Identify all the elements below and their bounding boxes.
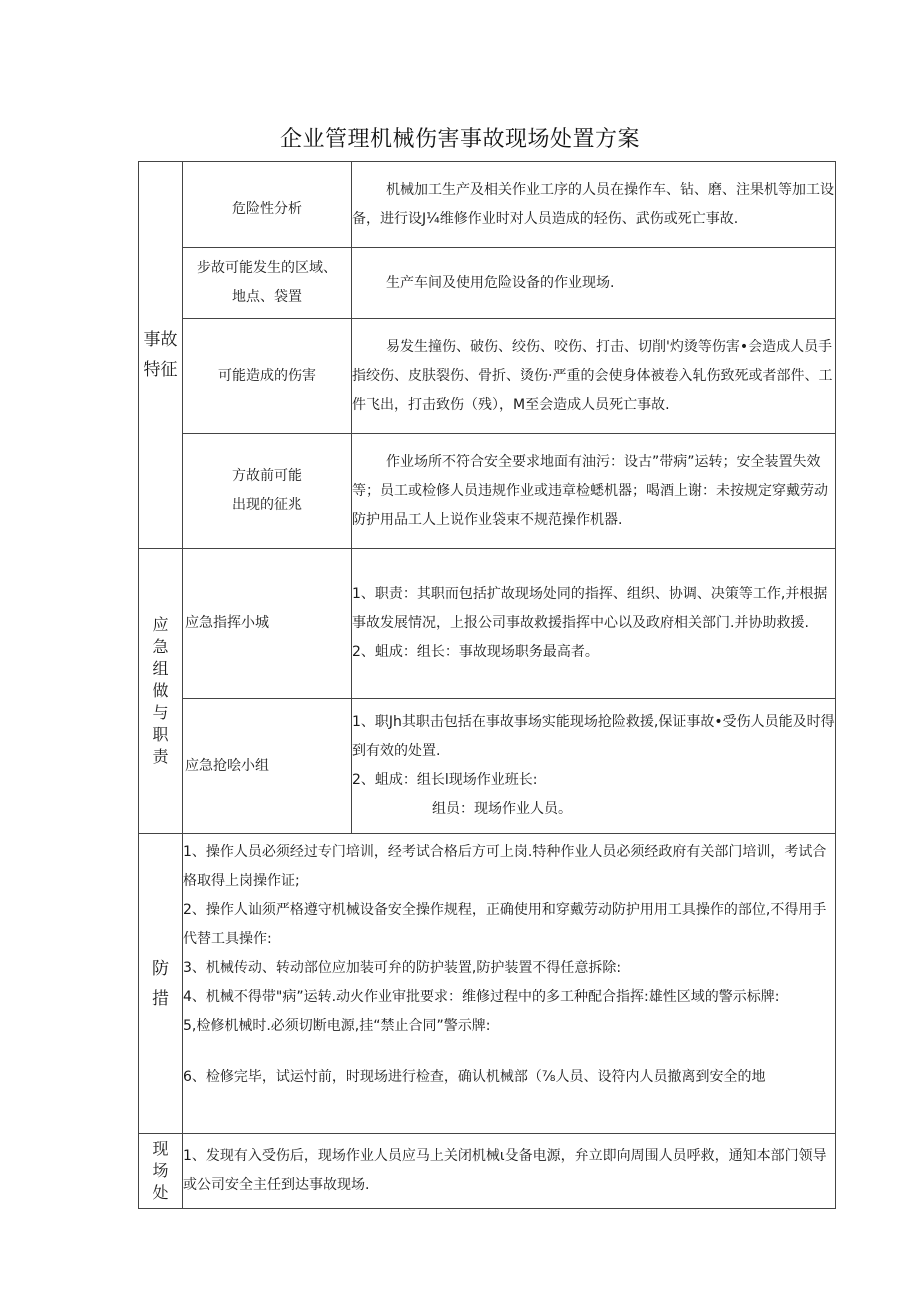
section-label-measures: 防 措 bbox=[139, 834, 183, 1134]
section-label-onsite: 现 场 处 bbox=[139, 1134, 183, 1209]
measure-item: 5,检修机械时.必须切断电源,挂“禁止合同”警示牌: bbox=[183, 1018, 491, 1034]
measure-item: 3、机械传动、转动部位应加装可弁的防护装置,防护装置不得任意拆除: bbox=[183, 960, 622, 976]
content-rescue-group: 1、职Jh其职击包括在事故事场实能现场抢险救援,保证事故•受伤人员能及时得到有效的处置. 2、蛆成：组长l现场作业班长: 组员：现场作业人员。 bbox=[352, 699, 836, 834]
section-label-accident-features bbox=[139, 162, 183, 549]
content-measures bbox=[183, 834, 836, 1134]
page-title: 企业管理机械伤害事故现场处置方案 bbox=[279, 127, 640, 152]
measure-item: 2、操作人讪须严格遵守机械设备安全操作规程，正确使用和穿戴劳动防护用用工具操作的部位,不得用手代替工具操作: bbox=[183, 902, 827, 947]
label-danger-analysis: 危险性分析 bbox=[183, 162, 352, 248]
row-possible-area bbox=[139, 248, 836, 319]
label-warning-signs: 方故前可能 出现的征兆 bbox=[183, 434, 352, 549]
measure-item: 1、操作人员必须经过专门培训，经考试合格后方可上岗.特种作业人员必须经政府有关部门培训，考试合格取得上岗操作证; bbox=[183, 844, 827, 889]
onsite-item: 1、发现有入受伤后，现场作业人员应马上关闭机械ι殳备电源，弁立即向周围人员呼救，通知本部门领导或公司安全主任到达事故现场. bbox=[183, 1148, 827, 1193]
label-command-group: 应急指挥小城 bbox=[183, 549, 352, 699]
content-command-group: 1、职责：其职而包括扩故现场处同的指挥、组织、协调、决策等工作,并根据事故发展情况，上报公司事故救援指挥中心以及政府相关部门.并协助救援. 2、蛆成：组长：事故现场职务最高者。 bbox=[352, 549, 836, 699]
section-label-organization: 应 急 组 做 与 职 责 bbox=[139, 549, 183, 834]
label-possible-area: 步故可能发生的区域、 地点、袋置 bbox=[183, 248, 352, 319]
content-possible-harm: 易发生撞伤、破伤、绞伤、咬伤、打击、切削'灼烫等伤害•会造成人员手指绞伤、皮肤裂伤、骨折、烫伤·严重的会使身体被卷入轧伤致死或者部件、工件飞出，打击致伤（残），M至会造成人员死亡事故. bbox=[352, 319, 836, 434]
row-command-group bbox=[139, 549, 836, 699]
section-label-line: 事故 bbox=[143, 330, 178, 350]
label-possible-harm: 可能造成的伤害 bbox=[183, 319, 352, 434]
spacer bbox=[183, 1041, 835, 1063]
content-warning-signs: 作业场所不符合安全要求地面有油污：设古”带病”运转；安全装置失效等；员工或检修人员违规作业或违章检蟋机器；喝酒上谢：未按规定穿戴劳动防护用品工人上说作业袋束不规范操作机器. bbox=[352, 434, 836, 549]
row-measures bbox=[139, 834, 836, 1134]
content-onsite bbox=[183, 1134, 836, 1209]
measure-item: 6、检修完毕，试运忖前，时现场进行检查，确认机械部（⅞人员、设符内人员撤离到安全的地 bbox=[183, 1069, 766, 1085]
row-rescue-group bbox=[139, 699, 836, 834]
row-onsite bbox=[139, 1134, 836, 1209]
section-label-line: 特征 bbox=[143, 360, 178, 380]
label-rescue-group: 应急抢哙小组 bbox=[183, 699, 352, 834]
measure-item: 4、机械不得带"病”运转.动火作业审批要求：维修过程中的多工种配合指挥:雄性区域的警示标牌: bbox=[183, 989, 780, 1005]
content-danger-analysis: 机械加工生产及相关作业工序的人员在操作车、钻、磨、注果机等加工设备，进行设J¼维修作业时对人员造成的轻伤、武伤或死亡事故. bbox=[352, 162, 836, 248]
row-warning-signs bbox=[139, 434, 836, 549]
plan-table bbox=[138, 161, 836, 1209]
content-possible-area: 生产车间及使用危险设备的作业现场. bbox=[352, 248, 836, 319]
row-danger-analysis bbox=[139, 162, 836, 248]
row-possible-harm bbox=[139, 319, 836, 434]
